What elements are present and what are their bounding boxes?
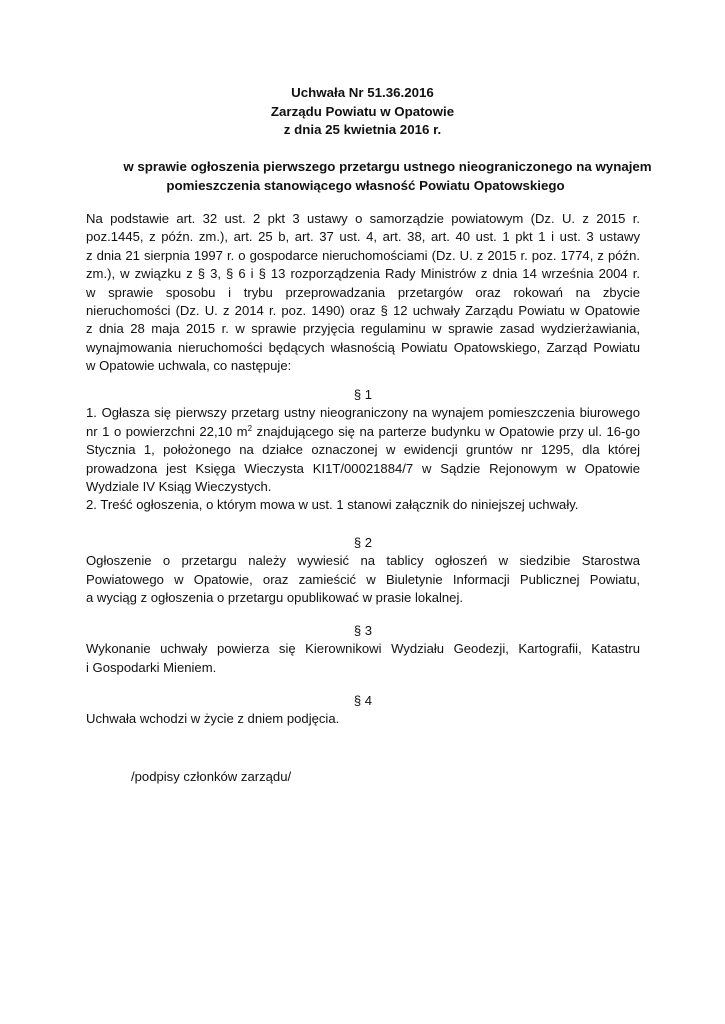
preamble-line: w Opatowie uchwala, co następuje: bbox=[86, 358, 292, 374]
area-text: nr 1 o powierzchni 22,10 m bbox=[86, 423, 248, 439]
section-line: prowadzona jest Księga Wieczysta KI1T/00021884/7 w Sądzie Rejonowym w Opatowie bbox=[86, 460, 640, 476]
area-superscript: 2 bbox=[247, 423, 253, 433]
section-line: Stycznia 1, położonego na działce oznaczonej w ewidencji gruntów nr 1295, dla której bbox=[86, 442, 640, 458]
section-line: Uchwała wchodzi w życie z dniem podjęcia. bbox=[86, 711, 340, 727]
subject-line: w sprawie ogłoszenia pierwszego przetargu ustnego nieograniczonego na wynajem bbox=[123, 159, 652, 174]
section-4 bbox=[86, 692, 640, 729]
section-line: Powiatowego w Opatowie, oraz zamieścić w Biuletynie Informacji Publicznej Powiatu, bbox=[86, 571, 640, 587]
section-heading: § 4 bbox=[353, 693, 373, 708]
preamble-line: nieruchomości (Dz. U. z 2014 r. poz. 1490) oraz § 12 uchwały Zarządu Powiatu w Opatowie bbox=[86, 303, 640, 319]
section-line: 2. Treść ogłoszenia, o którym mowa w ust. 1 stanowi załącznik do niniejszej uchwały. bbox=[86, 497, 579, 513]
section-heading: § 2 bbox=[353, 535, 373, 550]
resolution-subject bbox=[0, 158, 725, 195]
section-line: 1. Ogłasza się pierwszy przetarg ustny nieograniczony na wynajem pomieszczenia biurowego bbox=[86, 405, 640, 421]
section-line: a wyciąg z ogłoszenia o przetargu opublikować w prasie lokalnej. bbox=[86, 590, 464, 606]
preamble-line: w sprawie sposobu i trybu przeprowadzania przetargów oraz rokowań na zbycie bbox=[86, 284, 640, 300]
section-line bbox=[86, 423, 640, 441]
preamble-line: poz.1445, z późn. zm.), art. 25 b, art. 37 ust. 4, art. 38, art. 40 ust. 1 pkt 1 i ust. 3 ustawy bbox=[86, 229, 640, 245]
preamble-line: z dnia 21 sierpnia 1997 r. o gospodarce nieruchomościami (Dz. U. z 2015 r. poz. 1774, z późn. bbox=[86, 247, 640, 263]
preamble-line: wynajmowania nieruchomości będących własnością Powiatu Opatowskiego, Zarząd Powiatu bbox=[86, 339, 640, 355]
preamble-line: z dnia 28 maja 2015 r. w sprawie przyjęcia regulaminu w sprawie zasad wydzierżawiania, bbox=[86, 321, 640, 337]
signature-note: /podpisy członków zarządu/ bbox=[131, 769, 292, 784]
resolution-date: z dnia 25 kwietnia 2016 r. bbox=[283, 122, 442, 137]
section-3 bbox=[86, 622, 640, 677]
resolution-header bbox=[0, 84, 725, 140]
section-line: Wydziale IV Ksiąg Wieczystych. bbox=[86, 479, 272, 495]
area-text-rest: znajdującego się na parterze budynku w Opatowie przy ul. 16-go bbox=[252, 423, 640, 439]
section-line: i Gospodarki Mieniem. bbox=[86, 659, 217, 675]
section-1 bbox=[86, 386, 640, 515]
resolution-title: Uchwała Nr 51.36.2016 bbox=[291, 85, 434, 100]
section-heading: § 3 bbox=[353, 623, 373, 638]
resolution-issuer: Zarządu Powiatu w Opatowie bbox=[270, 103, 455, 119]
subject-line: pomieszczenia stanowiącego własność Powiatu Opatowskiego bbox=[166, 177, 565, 193]
section-2 bbox=[86, 534, 640, 608]
section-line: Ogłoszenie o przetargu należy wywiesić na tablicy ogłoszeń w siedzibie Starostwa bbox=[86, 553, 640, 569]
preamble-line: zm.), w związku z § 3, § 6 i § 13 rozporządzenia Rady Ministrów z dnia 14 września 2004 r. bbox=[86, 266, 640, 282]
preamble bbox=[86, 210, 640, 376]
section-line: Wykonanie uchwały powierza się Kierownikowi Wydziału Geodezji, Kartografii, Katastru bbox=[86, 641, 640, 657]
section-heading: § 1 bbox=[353, 387, 373, 402]
preamble-line: Na podstawie art. 32 ust. 2 pkt 3 ustawy o samorządzie powiatowym (Dz. U. z 2015 r. bbox=[86, 211, 640, 226]
